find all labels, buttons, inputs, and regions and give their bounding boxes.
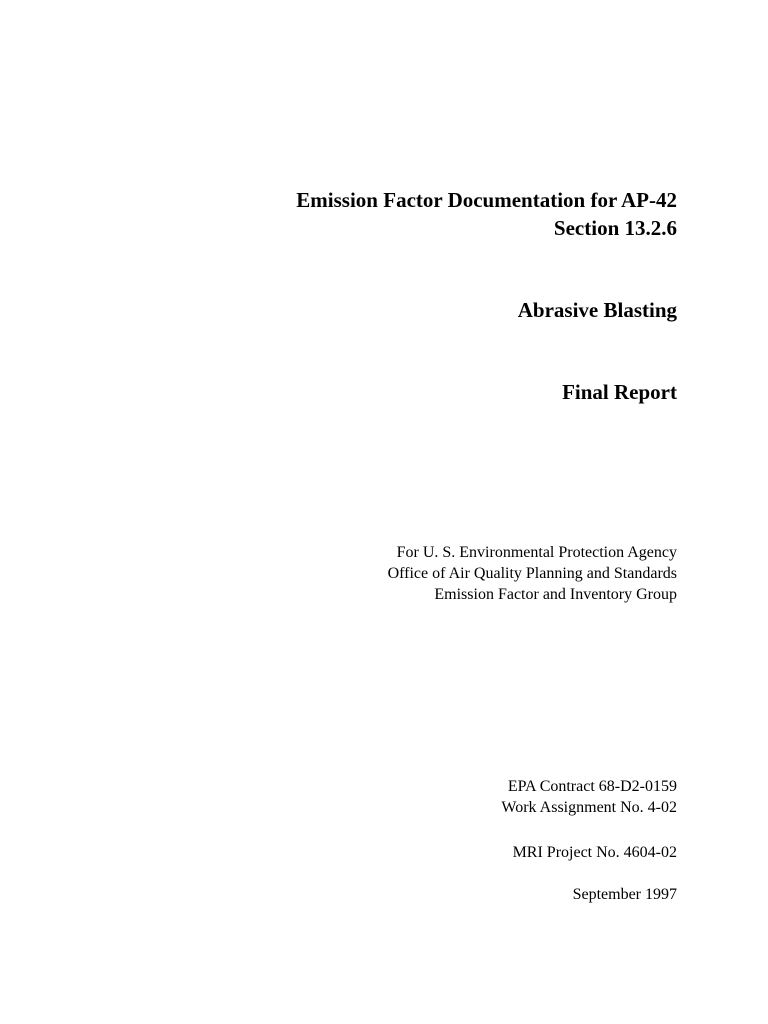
mri-project-block [513, 842, 677, 863]
title-line-1: Emission Factor Documentation for AP-42 [296, 188, 677, 212]
document-subject [518, 296, 677, 324]
prepared-for-block [388, 542, 677, 605]
contract-block [501, 776, 677, 818]
work-assignment-number: Work Assignment No. 4-02 [501, 799, 677, 816]
date-block [573, 884, 677, 905]
report-type-text: Final Report [562, 380, 677, 404]
subject-text: Abrasive Blasting [517, 298, 677, 322]
prepared-for-line-1: For U. S. Environmental Protection Agency [396, 544, 677, 561]
prepared-for-line-2: Office of Air Quality Planning and Standards [387, 565, 677, 582]
report-type [562, 378, 677, 406]
prepared-for-line-3: Emission Factor and Inventory Group [434, 586, 677, 603]
title-line-2: Section 13.2.6 [553, 216, 677, 240]
document-title [296, 186, 677, 242]
mri-project-number: MRI Project No. 4604-02 [512, 844, 677, 861]
contract-number: EPA Contract 68-D2-0159 [507, 778, 677, 795]
report-date: September 1997 [572, 886, 677, 903]
